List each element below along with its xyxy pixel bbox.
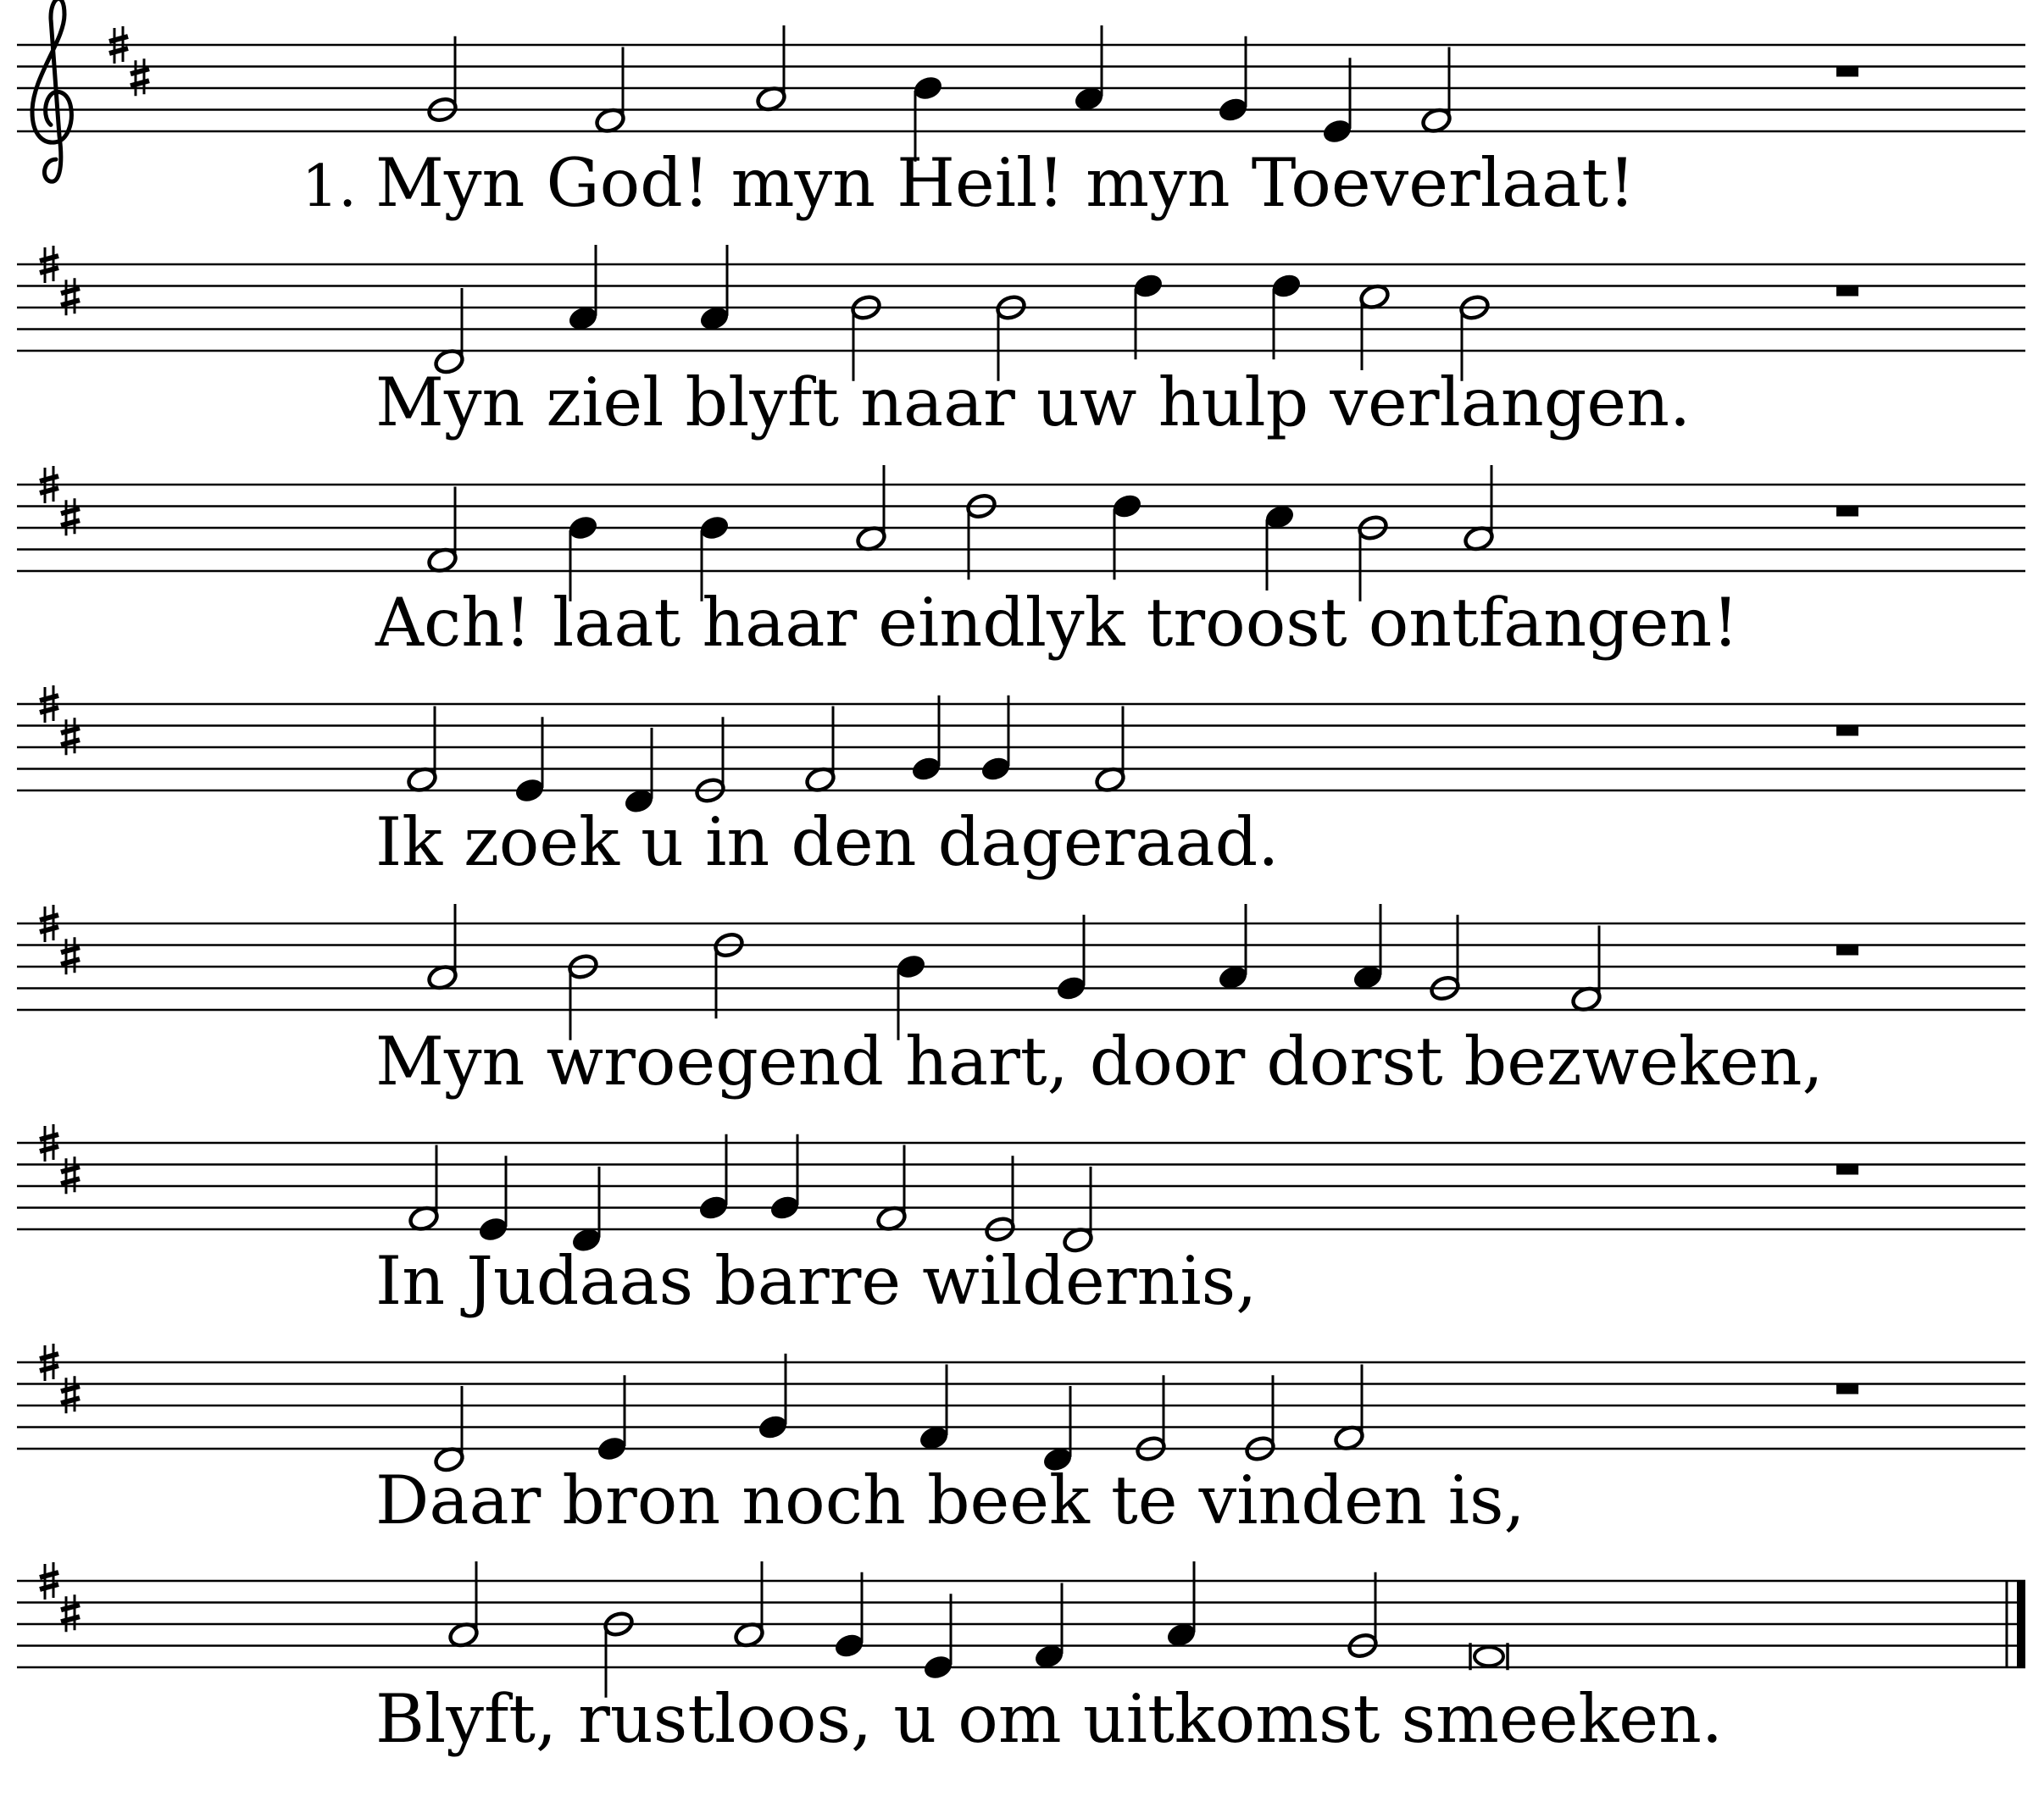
half-note — [1333, 1365, 1365, 1452]
lyric-line: Myn God! myn Heil! myn Toeverlaat! — [375, 144, 1636, 222]
quarter-note — [1352, 904, 1384, 991]
staff-lines — [17, 1581, 2025, 1667]
lyric-line: Ach! laat haar eindlyk troost ontfangen! — [375, 584, 1740, 662]
quarter-note — [697, 1134, 730, 1222]
half-note — [755, 25, 787, 113]
staff-system — [17, 1344, 2025, 1539]
staff-system — [17, 465, 2025, 662]
quarter-note — [769, 1134, 801, 1222]
whole-rest-icon — [1836, 507, 1858, 517]
treble-clef-icon — [32, 0, 71, 181]
half-note — [408, 1145, 440, 1233]
breve-note — [1470, 1643, 1508, 1670]
whole-rest-icon — [1836, 726, 1858, 736]
whole-rest-icon — [1836, 67, 1858, 77]
quarter-note — [1033, 1583, 1065, 1671]
quarter-note — [514, 717, 546, 804]
lyric-line: In Judaas barre wildernis, — [375, 1242, 1258, 1320]
sharp-c-icon — [61, 498, 80, 535]
quarter-note — [623, 728, 655, 815]
quarter-note — [1217, 36, 1249, 124]
quarter-note — [698, 245, 730, 332]
sharp-c-icon — [61, 718, 80, 755]
staff-system — [17, 0, 2025, 222]
quarter-note — [1321, 58, 1353, 145]
staff-lines — [17, 704, 2025, 790]
sharp-c-icon — [61, 278, 80, 315]
sharp-c-icon — [61, 1594, 80, 1632]
sharp-c-icon — [61, 1156, 80, 1194]
half-note — [855, 465, 887, 552]
lyric-line: Myn ziel blyft naar uw hulp verlangen. — [375, 363, 1691, 441]
quarter-note — [1073, 25, 1105, 113]
staff-system — [17, 904, 2025, 1101]
quarter-note — [1217, 904, 1249, 991]
staff-system — [17, 1124, 2025, 1320]
staff-lines — [17, 1143, 2025, 1229]
half-note — [406, 707, 438, 794]
staff-lines — [17, 45, 2025, 131]
quarter-note — [910, 696, 942, 783]
quarter-note — [1132, 272, 1164, 359]
whole-rest-icon — [1836, 286, 1858, 297]
quarter-note — [980, 696, 1012, 783]
quarter-note — [757, 1354, 789, 1441]
half-note — [875, 1145, 908, 1233]
lyric-line: Blyft, rustloos, u om uitkomst smeeken. — [375, 1680, 1724, 1758]
half-note — [733, 1561, 765, 1649]
whole-rest-icon — [1836, 945, 1858, 956]
half-note — [804, 707, 836, 794]
staff-lines — [17, 923, 2025, 1010]
staff-lines — [17, 264, 2025, 351]
quarter-note — [1165, 1561, 1197, 1649]
staff-lines — [17, 1362, 2025, 1449]
quarter-note — [570, 1167, 603, 1254]
half-note — [1570, 926, 1602, 1013]
sharp-c-icon — [131, 58, 149, 96]
half-note — [433, 288, 465, 375]
lyric-line: Daar bron noch beek te vinden is, — [375, 1461, 1525, 1539]
staff-system — [17, 685, 2025, 881]
half-note — [433, 1386, 465, 1473]
half-note — [426, 904, 458, 991]
sharp-c-icon — [61, 937, 80, 974]
half-note — [1420, 47, 1452, 135]
verse-number: 1. — [302, 153, 357, 220]
quarter-note — [1270, 272, 1302, 359]
quarter-note — [833, 1572, 865, 1660]
quarter-note — [922, 1594, 954, 1681]
whole-rest-icon — [1836, 1384, 1858, 1394]
staff-system — [17, 245, 2025, 441]
staff-lines — [17, 485, 2025, 571]
quarter-note — [477, 1156, 509, 1243]
quarter-note — [1055, 915, 1087, 1002]
quarter-note — [1111, 492, 1143, 579]
quarter-note — [567, 245, 599, 332]
quarter-note — [596, 1375, 628, 1462]
quarter-note — [1264, 503, 1296, 591]
half-note — [1463, 465, 1495, 552]
half-note — [1358, 283, 1391, 370]
half-note — [426, 487, 458, 574]
half-note — [594, 47, 626, 135]
sharp-c-icon — [61, 1376, 80, 1413]
half-note — [1062, 1167, 1094, 1254]
staff-system — [17, 1561, 2025, 1758]
half-note — [447, 1561, 480, 1649]
whole-rest-icon — [1836, 1165, 1858, 1175]
half-note — [1094, 707, 1126, 794]
quarter-note — [1041, 1386, 1074, 1473]
lyric-line: Ik zoek u in den dageraad. — [375, 803, 1280, 881]
lyric-line: Myn wroegend hart, door dorst bezweken, — [375, 1023, 1824, 1101]
quarter-note — [918, 1365, 950, 1452]
